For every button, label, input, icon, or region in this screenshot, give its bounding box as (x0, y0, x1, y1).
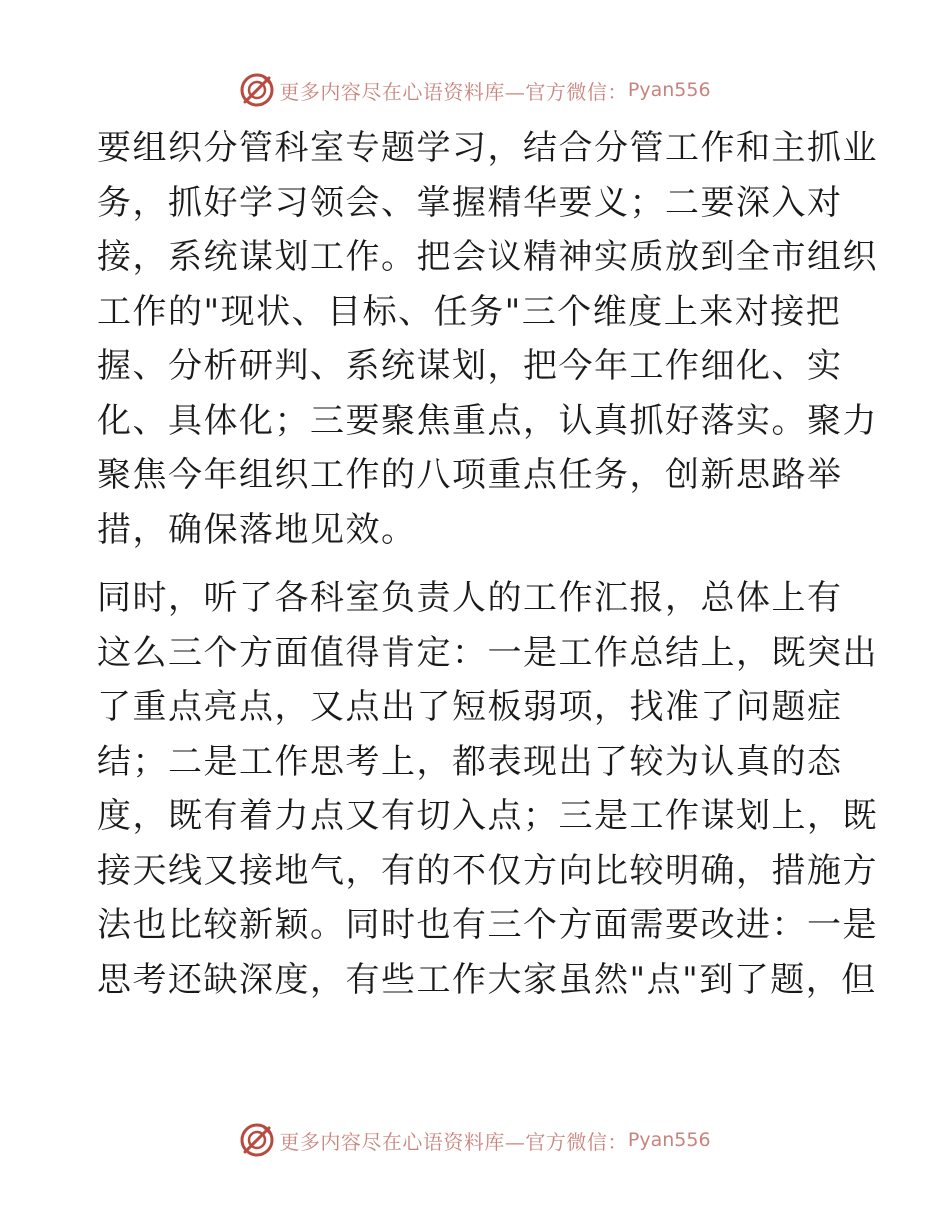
brand-logo-icon (239, 1122, 275, 1158)
text-line: 结；二是工作思考上，都表现出了较为认真的态 (97, 741, 843, 782)
text-line: 措，确保落地见效。 (97, 509, 417, 550)
text-line: 了重点亮点，又点出了短板弱项，找准了问题症 (97, 687, 843, 727)
brand-logo-icon (239, 72, 275, 108)
text-line: 务，抓好学习领会、掌握精华要义；二要深入对 (97, 182, 843, 223)
text-line: 接，系统谋划工作。把会议精神实质放到全市组织 (97, 237, 878, 277)
text-line: 聚焦今年组织工作的八项重点任务，创新思路举 (97, 455, 843, 495)
header-wechat-id: Pyan556 (627, 79, 711, 101)
footer-banner-text: 更多内容尽在心语资料库—官方微信： (279, 1129, 628, 1154)
text-line: 法也比较新颖。同时也有三个方面需要改进：一是 (97, 905, 878, 945)
text-line: 这么三个方面值得肯定：一是工作总结上，既突出 (97, 632, 878, 673)
footer-wechat-id: Pyan556 (627, 1129, 711, 1151)
text-line: 同时，听了各科室负责人的工作汇报，总体上有 (97, 578, 843, 618)
footer-banner (0, 1120, 950, 1160)
paragraph (97, 121, 878, 557)
text-line: 思考还缺深度，有些工作大家虽然"点"到了题，但 (97, 959, 877, 1000)
text-line: 化、具体化；三要聚焦重点，认真抓好落实。聚力 (97, 400, 878, 441)
text-line: 握、分析研判、系统谋划，把今年工作细化、实 (97, 346, 843, 386)
document-body (97, 121, 878, 1007)
header-banner (0, 70, 950, 110)
paragraph (97, 571, 878, 1007)
text-line: 接天线又接地气，有的不仅方向比较明确，措施方 (97, 850, 878, 891)
header-banner-text: 更多内容尽在心语资料库—官方微信： (279, 79, 628, 104)
text-line: 要组织分管科室专题学习，结合分管工作和主抓业 (97, 128, 878, 168)
text-line: 度，既有着力点又有切入点；三是工作谋划上，既 (97, 796, 878, 836)
text-line: 工作的"现状、目标、任务"三个维度上来对接把 (97, 291, 842, 332)
paragraph-spacer (97, 557, 857, 571)
